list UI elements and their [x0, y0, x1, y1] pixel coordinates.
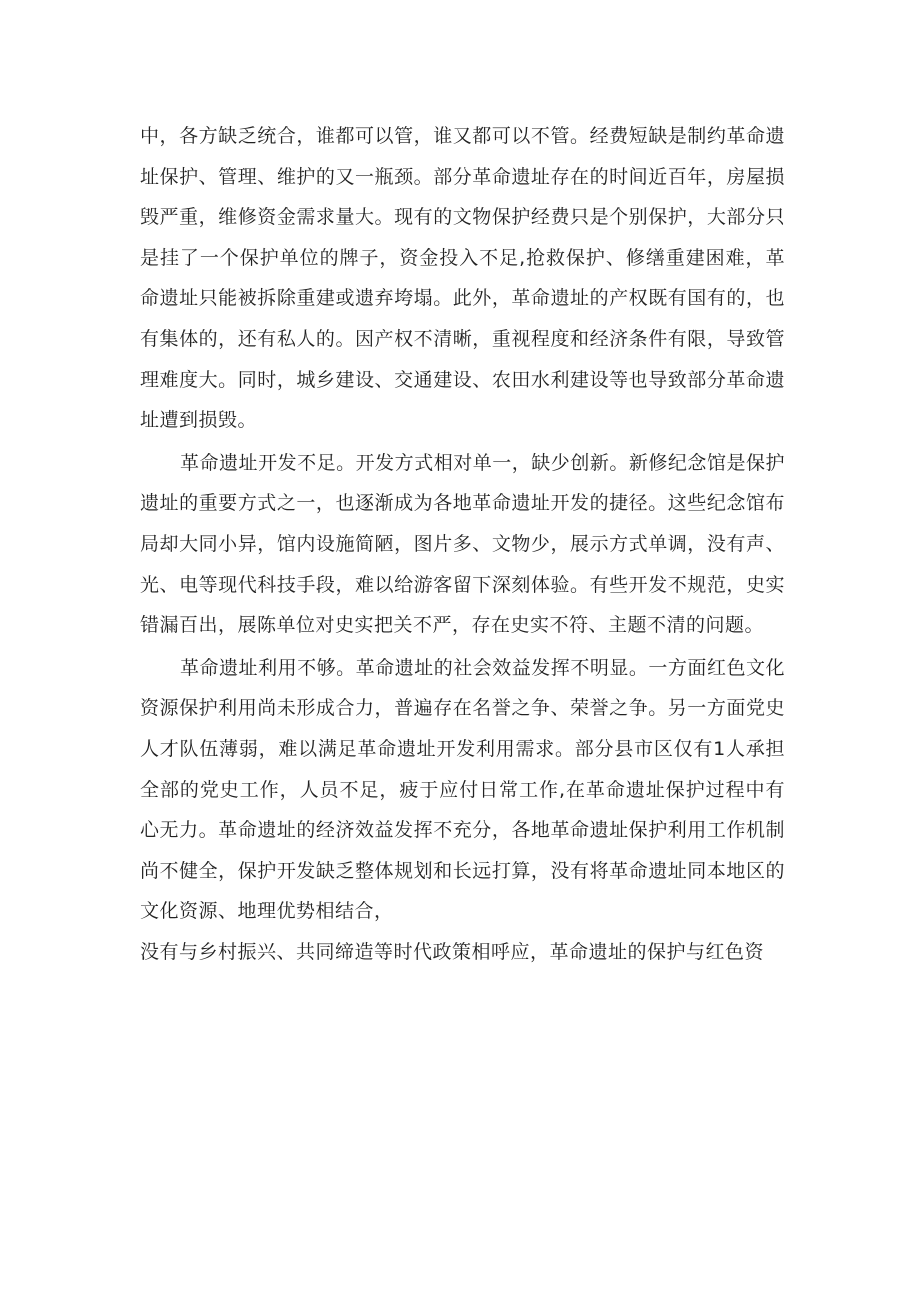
document-body	[140, 116, 785, 972]
paragraph-continuation: 中，各方缺乏统合，谁都可以管，谁又都可以不管。经费短缺是制约革命遗址保护、管理、维护的又一瓶颈。部分革命遗址存在的时间近百年，房屋损毁严重，维修资金需求量大。现有的文物保护经费只是个别保护，大部分只是挂了一个保护单位的牌子，资金投入不足,抢救保护、修缮重建困难，革命遗址只能被拆除重建或遗弃垮塌。此外，革命遗址的产权既有国有的，也有集体的，还有私人的。因产权不清晰，重视程度和经济条件有限，导致管理难度大。同时，城乡建设、交通建设、农田水利建设等也导致部分革命遗址遭到损毁。	[140, 125, 785, 432]
paragraph-development: 革命遗址开发不足。开发方式相对单一，缺少创新。新修纪念馆是保护遗址的重要方式之一，也逐渐成为各地革命遗址开发的捷径。这些纪念馆布局却大同小异，馆内设施简陋，图片多、文物少，展示方式单调，没有声、光、电等现代科技手段，难以给游客留下深刻体验。有些开发不规范，史实错漏百出，展陈单位对史实把关不严，存在史实不符、主题不清的问题。	[140, 451, 785, 637]
paragraph-utilization: 革命遗址利用不够。革命遗址的社会效益发挥不明显。一方面红色文化资源保护利用尚未形成合力，普遍存在名誉之争、荣誉之争。另一方面党史人才队伍薄弱，难以满足革命遗址开发利用需求。部分县市区仅有1人承担全部的党史工作，人员不足，疲于应付日常工作,在革命遗址保护过程中有心无力。革命遗址的经济效益发挥不充分，各地革命遗址保护利用工作机制尚不健全，保护开发缺乏整体规划和长远打算，没有将革命遗址同本地区的文化资源、地理优势相结合，	[140, 656, 785, 923]
paragraph-final-line: 没有与乡村振兴、共同缔造等时代政策相呼应，革命遗址的保护与红色资	[140, 940, 765, 963]
